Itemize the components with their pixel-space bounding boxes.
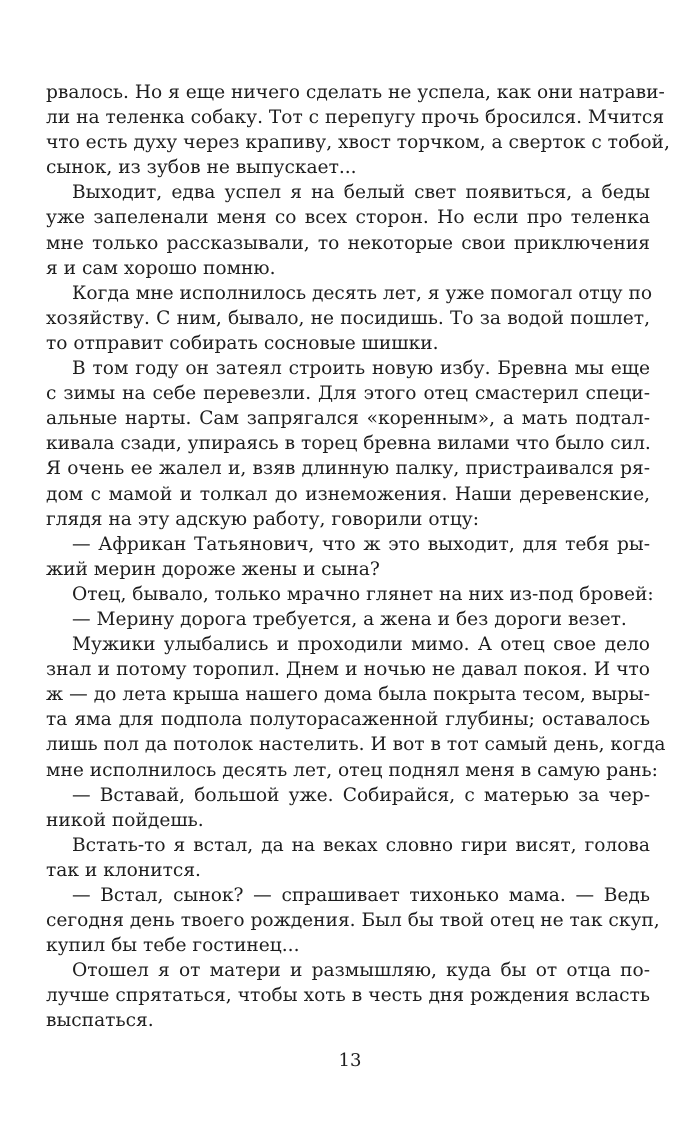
text-line: сынок, из зубов не выпускает...	[46, 157, 357, 179]
paragraph	[46, 281, 653, 356]
text-line: что есть духу через крапиву, хвост торчком, а сверток с тобой,	[46, 132, 670, 154]
text-line: Отец, бывало, только мрачно глянет на них из-под бровей:	[72, 583, 654, 605]
text-line: я и сам хорошо помню.	[46, 257, 276, 279]
text-line: — Встал, сынок? — спрашивает тихонько мама. — Ведь	[72, 885, 650, 906]
paragraph	[46, 180, 650, 280]
text-line: с зимы на себе перевезли. Для этого отец смастерил специ-	[46, 383, 650, 405]
paragraph	[46, 80, 670, 180]
text-line: выспаться.	[46, 1010, 154, 1032]
text-line: Когда мне исполнилось десять лет, я уже помогал отцу по	[72, 282, 653, 304]
text-line: глядя на эту адскую работу, говорили отцу:	[46, 508, 479, 530]
text-line: — Африкан Татьянович, что ж это выходит, для тебя ры-	[72, 533, 650, 555]
text-line: Встать-то я встал, да на веках словно гири висят, голова	[72, 834, 650, 856]
text-line: Я очень ее жалел и, взяв длинную палку, пристраивался ря-	[46, 458, 650, 480]
text-line: уже запеленали меня со всех сторон. Но если про теленка	[46, 207, 650, 229]
text-line: В том году он затеял строить новую избу. Бревна мы еще	[72, 358, 650, 380]
paragraph	[46, 632, 666, 783]
paragraph	[46, 783, 650, 833]
text-line: знал и потому торопил. Днем и ночью не давал покоя. И что	[46, 659, 650, 681]
page-number: 13	[338, 1050, 362, 1071]
text-line: дом с мамой и толкал до изнеможения. Наши деревенские,	[46, 483, 650, 505]
text-line: ж — до лета крыша нашего дома была покрыта тесом, выры-	[46, 684, 650, 706]
text-line: кивала сзади, упираясь в торец бревна вилами что было сил.	[46, 433, 651, 455]
paragraph	[46, 883, 660, 958]
text-line: так и клонится.	[46, 859, 201, 881]
text-line: сегодня день твоего рождения. Был бы твой отец не так скуп,	[46, 910, 660, 932]
text-line: жий мерин дороже жены и сына?	[46, 558, 380, 580]
text-line: лишь пол да потолок настелить. И вот в тот самый день, когда	[46, 734, 666, 756]
text-line: ли на теленка собаку. Тот с перепугу прочь бросился. Мчится	[46, 107, 665, 129]
text-line: альные нарты. Сам запрягался «коренным», а мать подтал-	[46, 408, 650, 430]
text-line: Выходит, едва успел я на белый свет появиться, а беды	[72, 182, 650, 204]
text-line: та яма для подпола полуторасаженной глубины; оставалось	[46, 709, 650, 731]
text-line: никой пойдешь.	[46, 809, 204, 831]
text-line: хозяйству. С ним, бывало, не посидишь. То за водой пошлет,	[46, 307, 650, 329]
text-line: — Мерину дорога требуется, а жена и без дороги везет.	[72, 608, 627, 630]
paragraph	[46, 833, 650, 883]
text-line: Мужики улыбались и проходили мимо. А отец свое дело	[72, 634, 650, 656]
text-line: мне только рассказывали, то некоторые свои приключения	[46, 232, 650, 254]
page-body	[46, 80, 670, 1034]
paragraph	[46, 356, 650, 532]
text-line: — Вставай, большой уже. Собирайся, с матерью за чер-	[72, 784, 650, 806]
paragraph	[46, 958, 650, 1033]
text-line: лучше спрятаться, чтобы хоть в честь дня рождения всласть	[46, 985, 650, 1007]
paragraph	[46, 607, 650, 632]
text-line: купил бы тебе гостинец...	[46, 935, 300, 957]
paragraph	[46, 582, 654, 607]
text-line: Отошел я от матери и размышляю, куда бы от отца по-	[72, 960, 650, 982]
paragraph	[46, 532, 650, 582]
text-line: то отправит собирать сосновые шишки.	[46, 332, 439, 354]
text-line: рвалось. Но я еще ничего сделать не успела, как они натрави-	[46, 82, 665, 103]
text-line: мне исполнилось десять лет, отец поднял меня в самую рань:	[46, 759, 658, 781]
